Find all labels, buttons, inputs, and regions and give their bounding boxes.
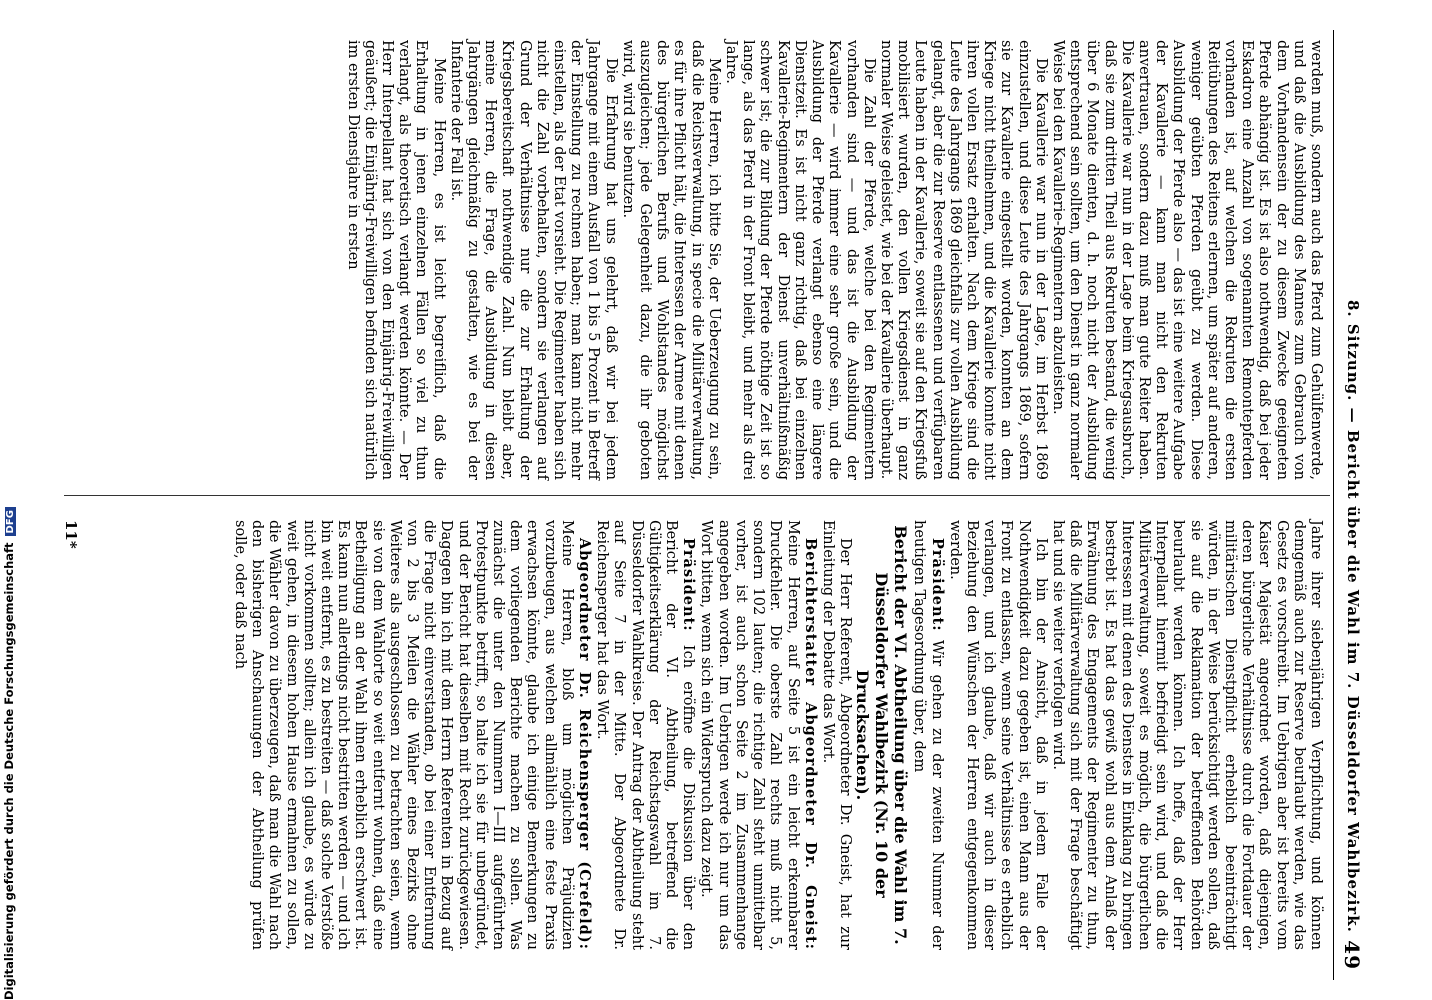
left-paragraph: Die Erfahrung hat uns gelehrt, daß wir bei jedem Jahrgange mit einem Ausfall von 1 bis 5 Prozent in Betreff der Einstellung zu rechnen haben; man kann nicht mehr einstellen, als der Etat vorsieht. Die Regimenter haben sich nicht die Zahl vorbehalten, sondern sie verlangen auf Grund der Verhältnisse nur die zur Erhaltung der Kriegsbereitschaft nothwendige Zahl. Nun bleibt aber, meine Herren, die Frage, die Ausbildung in diesen Jahrgängen gleichmäßig zu gestalten, wie es bei der Infanterie der Fall ist. [447,40,619,480]
president-remark-2 [593,520,697,950]
left-paragraph: Meine Herren, es ist leicht begreiflich, daß die Erhaltung in jenen einzelnen Fällen so viel zu thun verlangt, als theoretisch verlangt werden könnte. — Der Herr Interpellant hat sich von den Einjährig-Freiwilligen geäußert; die Einjährig-Freiwilligen befinden sich natürlich im ersten Dienstjahre in ersten [344,40,447,480]
digitization-credit [2,507,16,1000]
referent-remark [697,520,818,950]
reichensperger-remark [231,520,593,950]
president-text: Wir gehen zu der zweiten Nummer der heutigen Tagesordnung über, dem [911,520,945,950]
speaker-president: Präsident: [680,538,698,632]
left-paragraph: Die Kavallerie war nun in der Lage, im Herbst 1869 einzustellen, und diese Leute des Jahrgangs 1869, sofern sie zur Kavallerie eingestellt worden, konnten an dem Kriege nicht theilnehmen, und die Kavallerie konnte nicht ihren vollen Ersatz erhalten. Nach dem Kriege sind die Leute des Jahrgangs 1869 gleichfalls zur vollen Ausbildung gelangt, aber die zur Reserve entlassenen und verfügbaren Leute haben in der Kavallerie, soweit sie auf den Kriegsfuß mobilisiert wurden, den vollen Kriegsdienst in ganz normaler Weise geleistet, wie bei der Kavallerie überhaupt. [877,40,1049,480]
rotated-document-page [44,0,1380,1000]
right-paragraph: Der Herr Referent, Abgeordneter Dr. Gneist, hat zur Einleitung der Debatte das Wort. [819,520,854,950]
speaker-president: Präsident: [928,538,946,632]
signature-mark: 11* [62,520,80,549]
right-paragraph: Jahre ihrer siebenjährigen Verpflichtung, und können demgemäß auch zur Reserve beurlaubt werden, wie das Gesetz es vorschreibt. Im Uebrigen aber ist bereits vom Kaiser Majestät angeordnet worden, daß diejenigen, deren bürgerliche Verhältnisse durch die Fortdauer der militärischen Dienstpflicht erheblich beeinträchtigt würden, in der Weise berücksichtigt werden sollen, daß sie auf die Reklamation der betreffenden Behörden beurlaubt werden können. Ich hoffe, daß der Herr Interpellant hiermit befriedigt sein wird, und daß die Militärverwaltung, soweit es möglich, die bürgerlichen Interessen mit denen des Dienstes in Einklang zu bringen bestrebt ist. Es hat das gewiß wohl aus dem Anlaß der Erwähnung des Engagements der Regimenter zu thun, daß die Militärverwaltung sich mit der Frage beschäftigt hat und sie weiter verfolgen wird. [1049,520,1324,950]
president-remark-1 [910,520,945,950]
reichensperger-text: Meine Herren, bloß um möglichen Präjudizien vorzubeugen, aus welchen allmählich eine feste Praxis erwachsen könnte, glaube ich einige Bemerkungen zu dem vorliegenden Berichte machen zu sollen. Was zunächst die unter den Nummern I—III aufgeführten Protestpunkte betrifft, so halte ich sie für unbegründet, und der Bericht hat dieselben mit Recht zurückgewiesen. Dagegen bin ich mit dem Herrn Referenten in Bezug auf die Frage nicht einverstanden, ob bei einer Entfernung von 2 bis 3 Meilen die Wähler eines Bezirks ohne Weiteres als ausgeschlossen zu betrachten seien, wenn sie von dem Wahlorte so weit entfernt wohnen, daß eine Betheiligung an der Wahl ihnen erheblich erschwert ist. Es kann nun allerdings nicht bestritten werden — und ich bin weit entfernt, es zu bestreiten — daß solche Verstöße nicht vorkommen sollten; allein ich glaube, es würde zu weit gehen, in diesem hohen Hause ermahnen zu sollen, die Wähler davon zu überzeugen, daß man die Wahl nach den bisherigen Anschauungen der Abtheilung prüfen solle, oder daß nach [232,520,575,950]
dfg-logo-icon: DFG [5,507,16,536]
agenda-heading: Bericht der VI. Abtheilung über die Wahl im 7. Düsseldorfer Wahlbezirk (Nr. 10 der Drucksachen). [853,525,911,945]
right-paragraph: Ich bin der Ansicht, daß in jedem Falle der Nothwendigkeit dazu gegeben ist, einen Mann aus der Front zu entlassen, wenn seine Verhältnisse es erheblich verlangen, und ich glaube, daß wir auch in dieser Beziehung den Wünschen der Herren entgegenkommen werden. [946,520,1049,950]
president-text: Ich eröffne die Diskussion über den Bericht der VI. Abtheilung, betreffend die Gültigkeitserklärung der Reichstagswahl im 7. Düsseldorfer Wahlkreise. Der Antrag der Abtheilung steht auf Seite 7 in der Mitte. Der Abgeordnete Dr. Reichensperger hat das Wort. [594,520,697,951]
left-paragraph: werden muß, sondern auch das Pferd zum Gehülfenwerde, und daß die Ausbildung des Mannes zum Gebrauch von dem Vorhandensein der zu diesem Zwecke geeigneten Pferde abhängig ist. Es ist also nothwendig, daß bei jeder Eskadron eine Anzahl von sogenannten Remontepferden vorhanden ist, auf welchen die Rekruten die ersten Reitübungen des Reitens erlernen, um später auf anderen, weniger geübten Pferden geübt zu werden. Diese Ausbildung der Pferde also — das ist eine weitere Aufgabe der Kavallerie — kann man nicht den Rekruten anvertrauen, sondern dazu muß man gute Reiter haben. Die Kavallerie war nun in der Lage beim Kriegsausbruch, daß sie zum dritten Theil aus Rekruten bestand, die wenig über 6 Monate dienten, d. h. noch nicht der Ausbildung entsprechend sein sollten, um den Dienst in ganz normaler Weise bei den Kavallerie-Regimentern abzuleisten. [1049,40,1324,480]
header-rule [1333,30,1334,980]
referent-text: Meine Herren, auf Seite 5 ist ein leicht erkennbarer Druckfehler. Die oberste Zahl rechts muß nicht 5, sondern 102 lauten; die richtige Zahl steht unmittelbar vorher, ist auch schon Seite 2 im Zusammenhange angegeben worden. Im Uebrigen werde ich nur um das Wort bitten, wenn sich ein Widerspruch dazu zeigt. [698,520,801,950]
left-column [343,40,1324,480]
page-number: 49 [1340,940,1364,970]
left-paragraph: Meine Herren, ich bitte Sie, der Ueberzeugung zu sein, daß die Reichsverwaltung, in specie die Militärverwaltung, es für ihre Pflicht hält, die Interessen der Armee mit denen des bürgerlichen Berufs und Wohlstandes möglichst auszugleichen; jede Gelegenheit dazu, die ihr geboten wird, wird sie benutzen. [619,40,722,480]
column-divider [64,495,1330,496]
right-column [231,520,1324,950]
running-head-title: 8. Sitzung. — Bericht über die Wahl im 7. Düsseldorfer Wahlbezirk. [1344,300,1362,933]
speaker-referent: Berichterstatter Abgeordneter Dr. Gneist: [801,538,819,950]
speaker-reichensperger: Abgeordneter Dr. Reichensperger (Crefeld): [576,538,594,950]
running-head [1330,40,1370,970]
left-paragraph: Die Zahl der Pferde, welche bei den Regimentern vorhanden sind — und das ist die Ausbildung der Kavallerie — wird immer eine sehr große sein, und die Ausbildung der Pferde verlangt ebenso eine längere Dienstzeit. Es ist nicht ganz richtig, daß bei einzelnen Kavallerie-Regimentern der Dienst unverhältnißmäßig schwer ist; die zur Bildung der Pferde nöthige Zeit ist so lange, als das Pferd in der Front bleibt, und mehr als drei Jahre. [723,40,877,480]
credit-text: Digitalisierung gefördert durch die Deutsche Forschungsgemeinschaft [2,542,16,1000]
